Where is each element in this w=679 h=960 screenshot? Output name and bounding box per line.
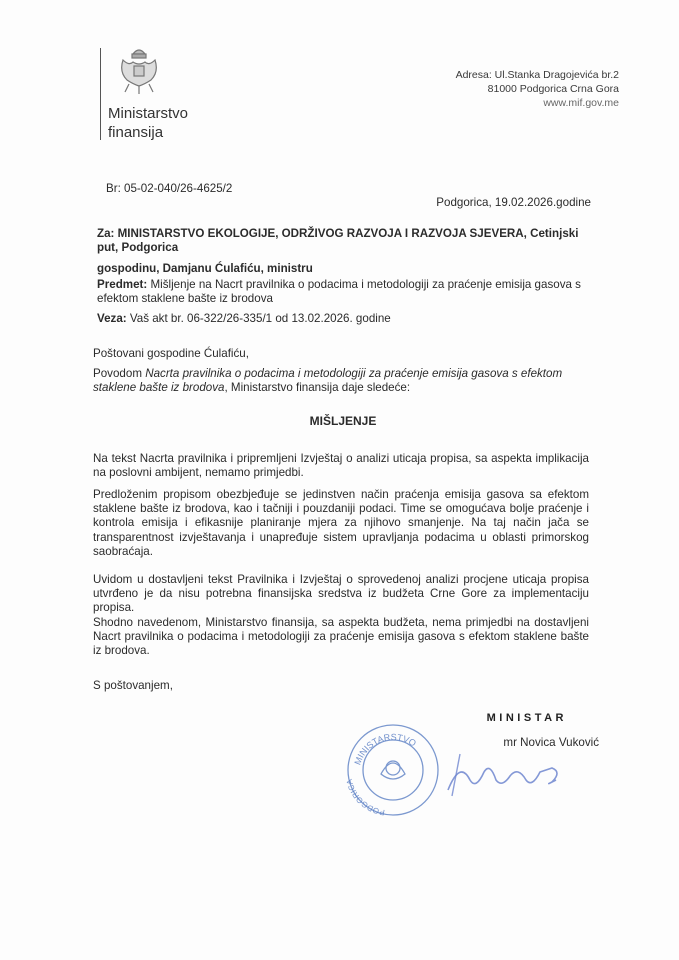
paragraph-2: Predloženim propisom obezbjeđuje se jedinstven način praćenja emisija gasova sa efektom staklene bašte iz brodova, kao i tačniji i pouzdaniji podaci. Time se omogućava bolje praćenje i kontrola emisija i efikasnije planiranje mjera za njihovo smanjenje. Na taj način jača se transparentnost izvještavanja i unapređuje sistem upravljanja podacima u oblasti primorskog saobraćaja. [93, 488, 589, 558]
paragraph-1: Na tekst Nacrta pravilnika i pripremljeni Izvještaj o analizi uticaja propisa, sa aspekta implikacija na poslovni ambijent, nemamo primjedbi. [93, 452, 589, 480]
svg-text:MINISTARSTVO: MINISTARSTVO [352, 731, 418, 767]
official-stamp-icon [345, 722, 441, 818]
intro-suffix: , Ministarstvo finansija daje sledeće: [224, 381, 411, 394]
reference-number: Br: 05-02-040/26-4625/2 [106, 182, 233, 195]
intro-prefix: Povodom [93, 367, 146, 380]
link-label: Veza: [97, 312, 127, 325]
subject-text: Mišljenje na Nacrt pravilnika o podacima i metodologiji za praćenje emisija gasova s efektom staklene bašte iz brodova [97, 278, 581, 305]
ministry-name-line1: Ministarstvo [108, 105, 189, 122]
recipient-person: gospodinu, Damjanu Ćulafiću, ministru [97, 262, 313, 275]
closing: S poštovanjem, [93, 679, 173, 692]
ministry-address [456, 68, 619, 110]
greeting: Poštovani gospodine Ćulafiću, [93, 347, 249, 360]
subject-label: Predmet: [97, 278, 148, 291]
reference-link [97, 312, 391, 326]
svg-text:PODGORICA: PODGORICA [345, 778, 386, 817]
subject [97, 278, 597, 306]
ministry-name [108, 104, 188, 142]
recipient-label: Za: [97, 227, 115, 240]
address-city: 81000 Podgorica Crna Gora [487, 83, 619, 95]
intro-paragraph [93, 367, 593, 395]
opinion-heading: MIŠLJENJE [309, 414, 377, 428]
address-street: Adresa: Ul.Stanka Dragojevića br.2 [455, 69, 619, 81]
link-text: Vaš akt br. 06-322/26-335/1 od 13.02.2026. godine [129, 312, 391, 325]
recipient-name: MINISTARSTVO EKOLOGIJE, ODRŽIVOG RAZVOJA I RAZVOJA SJEVERA, Cetinjski put, Podgorica [97, 227, 579, 254]
paragraph-4: Shodno navedenom, Ministarstvo finansija, sa aspekta budžeta, nema primjedbi na dostavljeni Nacrt pravilnika o podacima i metodologiji za praćenje emisija gasova s efektom staklene bašte iz brodova. [93, 616, 589, 658]
signature-icon [440, 750, 570, 800]
paragraph-3: Uvidom u dostavljeni tekst Pravilnika i Izvještaj o sprovedenoj analizi procjene uticaja propisa utvrđeno je da nisu potrebna finansijska sredstva iz budžeta Crne Gore za implementaciju propisa. [93, 573, 589, 615]
logo-divider [100, 48, 101, 140]
coat-of-arms-icon [115, 44, 163, 96]
place-date: Podgorica, 19.02.2026.godine [436, 196, 591, 209]
minister-name: mr Novica Vuković [503, 736, 599, 749]
intro-italic-title: Nacrta pravilnika o podacima i metodologiji za praćenje emisija gasova s efektom staklene bašte iz brodova [93, 367, 563, 394]
website-link[interactable]: www.mif.gov.me [543, 97, 619, 109]
minister-title: MINISTAR [486, 712, 567, 724]
recipient [97, 227, 597, 255]
ministry-name-line2: finansija [108, 124, 164, 141]
